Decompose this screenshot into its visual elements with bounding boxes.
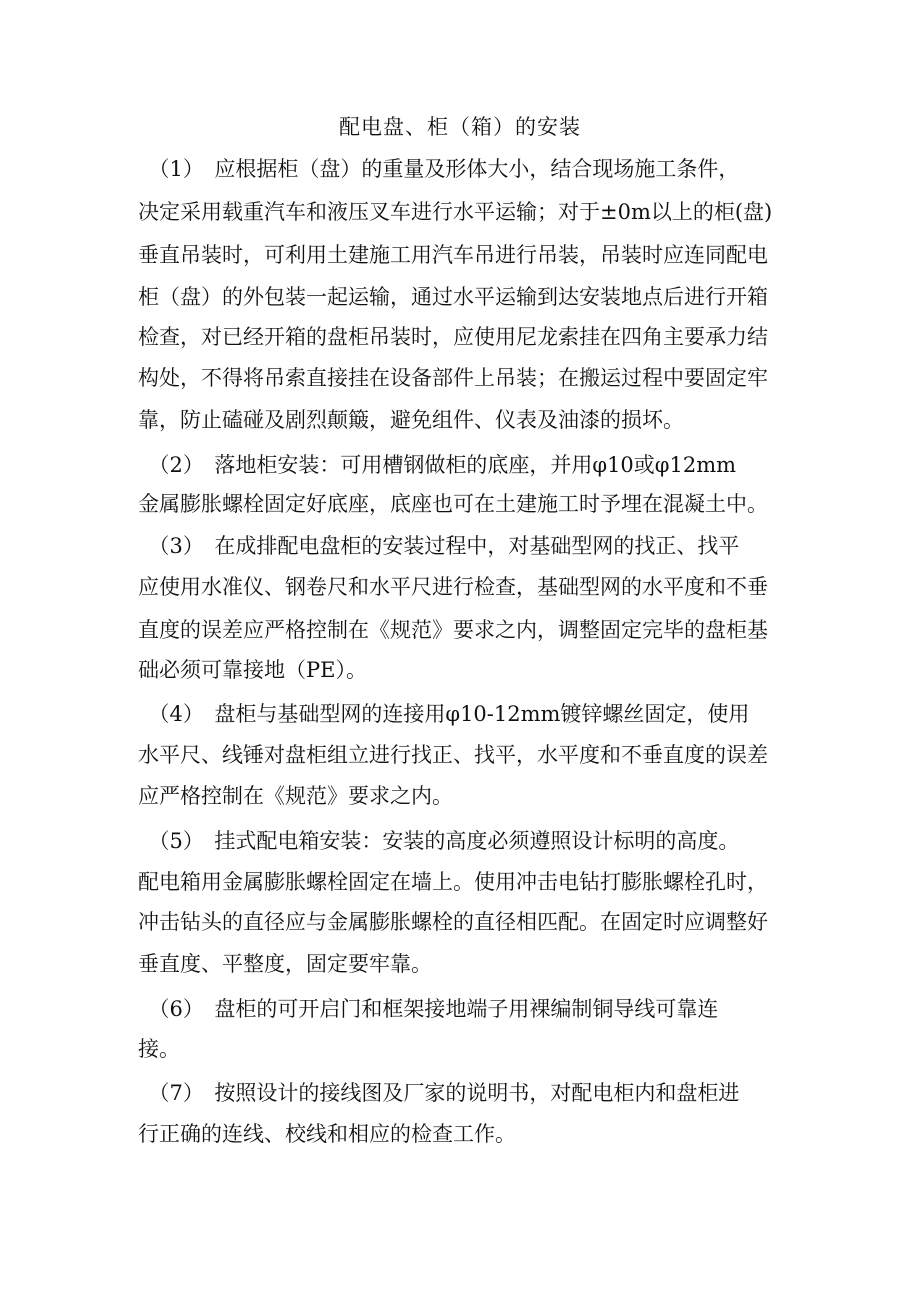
paragraph-line: 冲击钻头的直径应与金属膨胀螺栓的直径相匹配。在固定时应调整好 <box>138 910 768 934</box>
paragraph-line: 构处，不得将吊索直接挂在设备部件上吊装；在搬运过程中要固定牢 <box>138 366 768 390</box>
paragraph-line: 柜（盘）的外包装一起运输，通过水平运输到达安装地点后进行开箱 <box>138 285 768 309</box>
paragraph-line: 检查，对已经开箱的盘柜吊装时，应使用尼龙索挂在四角主要承力结 <box>138 325 768 349</box>
paragraph-line: 水平尺、线锤对盘柜组立进行找正、找平，水平度和不垂直度的误差 <box>138 743 768 767</box>
paragraph-line: 决定采用载重汽车和液压叉车进行水平运输；对于±0m以上的柜(盘) <box>138 200 773 224</box>
paragraph-line: 金属膨胀螺栓固定好底座，底座也可在土建施工时予埋在混凝土中。 <box>138 492 768 516</box>
paragraph-line: 础必须可靠接地（PE）。 <box>138 658 367 682</box>
paragraph-line: （7） 按照设计的接线图及厂家的说明书，对配电柜内和盘柜进 <box>138 1081 740 1105</box>
paragraph-line: （1） 应根据柜（盘）的重量及形体大小，结合现场施工条件， <box>138 157 740 181</box>
paragraph-line: （4） 盘柜与基础型网的连接用φ10-12mm镀锌螺丝固定，使用 <box>138 702 750 726</box>
paragraph-line: （3） 在成排配电盘柜的安装过程中，对基础型网的找正、找平 <box>138 534 740 558</box>
document-title: 配电盘、柜（箱）的安装 <box>339 115 581 139</box>
paragraph-line: 直度的误差应严格控制在《规范》要求之内，调整固定完毕的盘柜基 <box>138 618 768 642</box>
paragraph-line: （6） 盘柜的可开启门和框架接地端子用裸编制铜导线可靠连 <box>138 997 719 1021</box>
paragraph-line: （5） 挂式配电箱安装：安装的高度必须遵照设计标明的高度。 <box>138 829 740 853</box>
paragraph-line: 靠，防止磕碰及剧烈颠簸，避免组件、仪表及油漆的损坏。 <box>138 408 684 432</box>
paragraph-line: 垂直吊装时，可利用土建施工用汽车吊进行吊装，吊装时应连同配电 <box>138 243 768 267</box>
paragraph-line: 应严格控制在《规范》要求之内。 <box>138 784 453 808</box>
paragraph-line: 接。 <box>138 1037 180 1061</box>
paragraph-line: 垂直度、平整度，固定要牢靠。 <box>138 952 432 976</box>
paragraph-line: 配电箱用金属膨胀螺栓固定在墙上。使用冲击电钻打膨胀螺栓孔时， <box>138 870 768 894</box>
paragraph-line: 应使用水准仪、钢卷尺和水平尺进行检查，基础型网的水平度和不垂 <box>138 575 768 599</box>
paragraph-line: 行正确的连线、校线和相应的检查工作。 <box>138 1122 516 1146</box>
paragraph-line: （2） 落地柜安装：可用槽钢做柜的底座，并用φ10或φ12mm <box>138 453 737 477</box>
